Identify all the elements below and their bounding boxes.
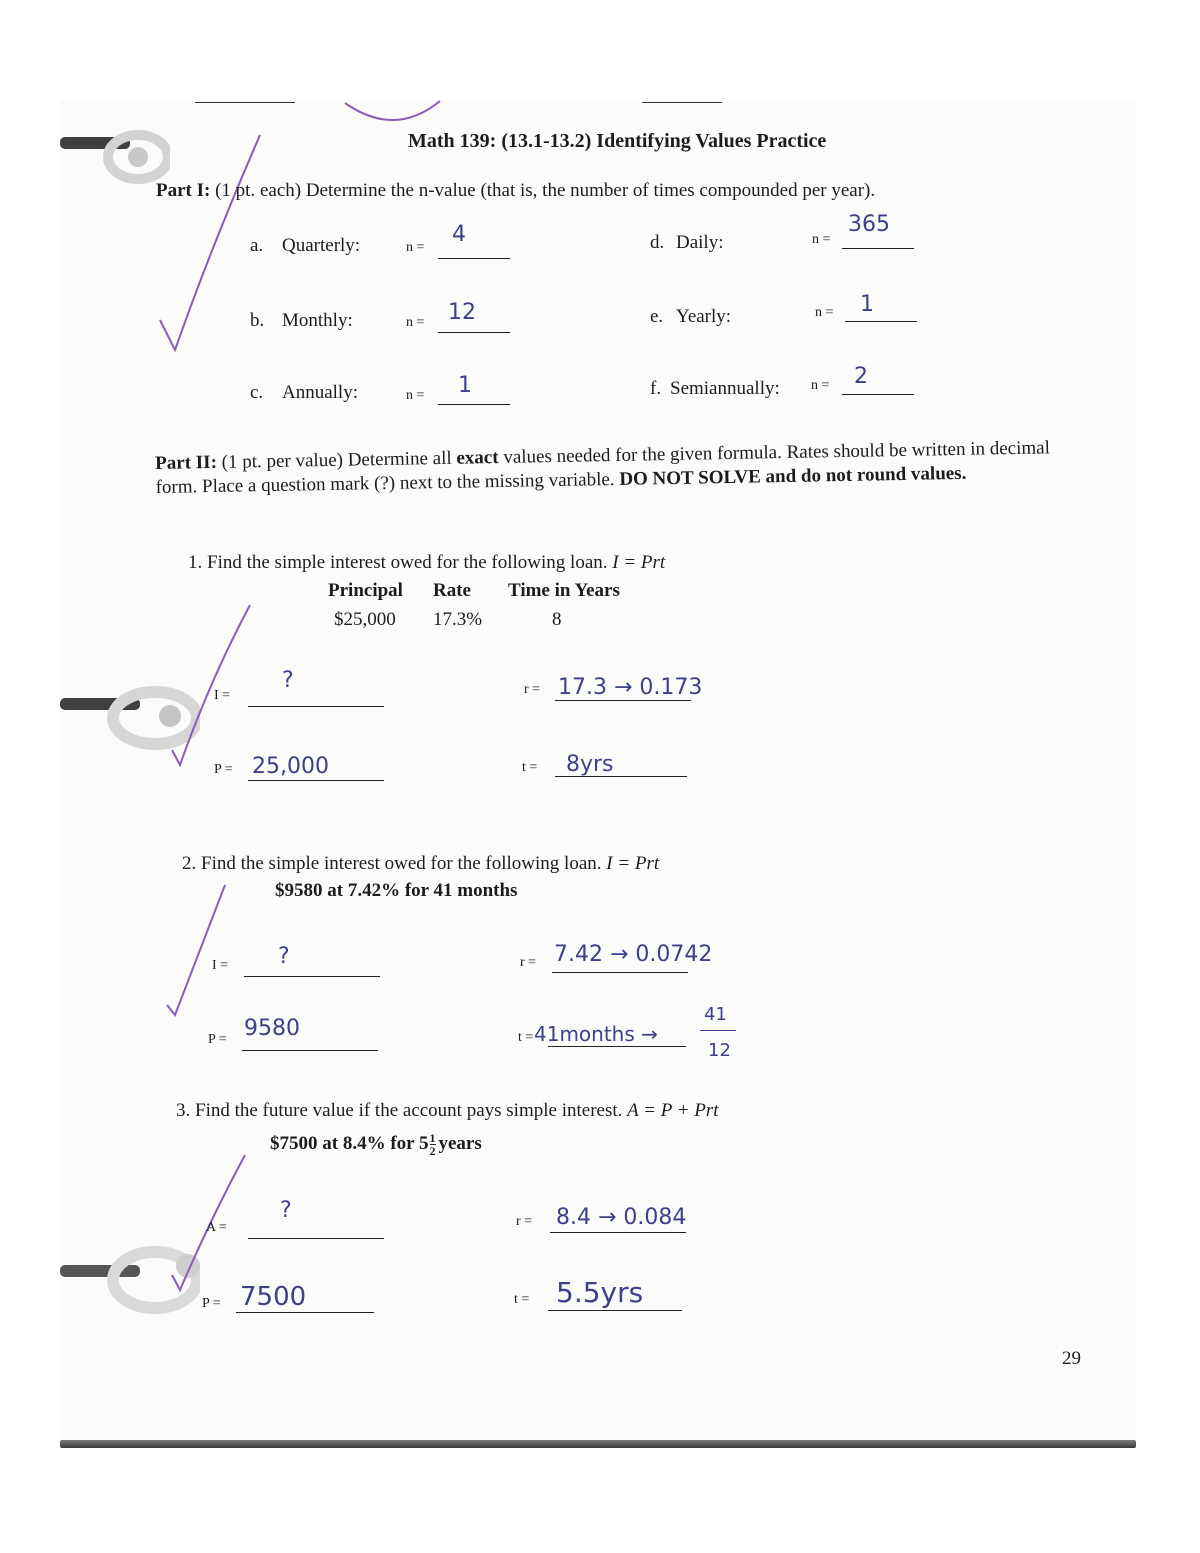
grading-checkmark-icon bbox=[165, 880, 245, 1020]
problem-number: 3. bbox=[176, 1100, 191, 1121]
table-cell: 17.3% bbox=[433, 609, 483, 630]
part2-text: decimal form. Place a question mark (?) next to the missing variable. bbox=[155, 437, 1051, 498]
handwritten-answer: ? bbox=[282, 668, 294, 693]
item-letter: a. bbox=[250, 235, 264, 256]
item-letter: c. bbox=[250, 382, 264, 403]
problem-text: Find the simple interest owed for the following loan. bbox=[201, 853, 602, 874]
part2-warning: values. bbox=[910, 462, 967, 485]
problem-number: 1. bbox=[188, 552, 203, 573]
table-cell: 8 bbox=[552, 609, 562, 630]
answer-line bbox=[244, 976, 380, 977]
item-label: Daily: bbox=[676, 232, 724, 253]
n-label: n = bbox=[812, 232, 831, 247]
given-text: years bbox=[438, 1132, 482, 1154]
problem-text: Find the future value if the account pays simple interest. bbox=[195, 1100, 623, 1121]
item-label: Monthly: bbox=[282, 310, 353, 331]
worksheet-title: Math 139: (13.1-13.2) Identifying Values Practice bbox=[408, 130, 827, 152]
table-cell: $25,000 bbox=[334, 609, 396, 630]
top-purple-arc bbox=[340, 98, 450, 128]
handwritten-answer: 8.4 → 0.084 bbox=[556, 1205, 687, 1230]
handwritten-answer: ? bbox=[278, 944, 290, 969]
n-label: n = bbox=[815, 305, 834, 320]
answer-line bbox=[248, 706, 384, 707]
table-header: Time in Years bbox=[508, 580, 620, 601]
answer-line bbox=[248, 1238, 384, 1239]
problem-text: Find the simple interest owed for the following loan. bbox=[207, 552, 608, 573]
handwritten-answer: 7.42 → 0.0742 bbox=[554, 942, 713, 967]
n-label: n = bbox=[406, 315, 425, 330]
var-label: t = bbox=[518, 1030, 534, 1045]
handwritten-answer: 365 bbox=[848, 212, 890, 237]
answer-line bbox=[438, 404, 510, 405]
handwritten-answer: 5.5yrs bbox=[556, 1276, 644, 1309]
var-label: I = bbox=[214, 688, 231, 703]
var-label: P = bbox=[214, 762, 233, 777]
problem-3-statement bbox=[176, 1100, 719, 1122]
var-label: P = bbox=[202, 1296, 221, 1311]
table-header: Rate bbox=[433, 580, 471, 601]
fraction-bar bbox=[700, 1030, 736, 1031]
part2-text: values needed for the given formula. Rates should be written in bbox=[503, 438, 986, 468]
problem-1-statement bbox=[188, 552, 665, 574]
part2-warning: DO NOT SOLVE and do not round bbox=[619, 463, 907, 490]
handwritten-answer: ? bbox=[280, 1198, 292, 1223]
given-text: $7500 at 8.4% for 5 bbox=[270, 1132, 429, 1154]
var-label: r = bbox=[516, 1214, 533, 1229]
answer-line bbox=[550, 1232, 686, 1233]
answer-line bbox=[248, 780, 384, 781]
var-label: r = bbox=[524, 682, 541, 697]
item-label: Annually: bbox=[282, 382, 358, 403]
handwritten-answer: 25,000 bbox=[252, 754, 329, 779]
item-label: Yearly: bbox=[676, 306, 732, 327]
answer-line bbox=[242, 1050, 378, 1051]
var-label: I = bbox=[212, 958, 229, 973]
handwritten-answer: 12 bbox=[448, 300, 476, 325]
handwritten-fraction-numerator: 41 bbox=[704, 1004, 727, 1025]
problem-given bbox=[270, 1132, 482, 1157]
item-letter: b. bbox=[250, 310, 265, 331]
handwritten-answer: 41months → bbox=[534, 1022, 658, 1046]
answer-line bbox=[842, 394, 914, 395]
top-rule-left bbox=[195, 102, 295, 103]
top-rule-right bbox=[642, 102, 722, 103]
answer-line bbox=[842, 248, 914, 249]
answer-line bbox=[548, 1046, 686, 1047]
handwritten-answer: 1 bbox=[458, 373, 472, 398]
page-edge-shadow bbox=[60, 1440, 1136, 1448]
part2-text: (1 pt. per value) Determine all bbox=[221, 447, 452, 473]
var-label: r = bbox=[520, 955, 537, 970]
var-label: t = bbox=[522, 760, 538, 775]
grading-checkmark-icon bbox=[170, 600, 260, 770]
part1-instruction bbox=[156, 180, 875, 202]
answer-line bbox=[438, 332, 510, 333]
problem-formula: A = P + Prt bbox=[627, 1100, 719, 1121]
handwritten-answer: 4 bbox=[452, 222, 466, 247]
part1-text: (1 pt. each) Determine the n-value (that is, the number of times compounded per year). bbox=[215, 180, 876, 201]
part2-exact: exact bbox=[456, 447, 499, 469]
handwritten-answer: 8yrs bbox=[566, 752, 614, 777]
handwritten-answer: 7500 bbox=[240, 1282, 307, 1312]
page-number: 29 bbox=[1062, 1348, 1081, 1369]
answer-line bbox=[236, 1312, 374, 1313]
handwritten-fraction-denominator: 12 bbox=[708, 1040, 731, 1061]
n-label: n = bbox=[811, 378, 830, 393]
given-fraction bbox=[430, 1132, 436, 1157]
item-letter: e. bbox=[650, 306, 664, 327]
var-label: P = bbox=[208, 1032, 227, 1047]
answer-line bbox=[552, 972, 688, 973]
fraction-denominator: 2 bbox=[429, 1144, 436, 1158]
problem-2-statement bbox=[182, 853, 659, 875]
n-label: n = bbox=[406, 240, 425, 255]
problem-formula: I = Prt bbox=[612, 552, 666, 573]
problem-given: $9580 at 7.42% for 41 months bbox=[275, 880, 518, 901]
var-label: A = bbox=[206, 1220, 227, 1235]
item-letter: d. bbox=[650, 232, 665, 253]
handwritten-answer: 2 bbox=[854, 364, 868, 389]
problem-formula: I = Prt bbox=[606, 853, 660, 874]
n-label: n = bbox=[406, 388, 425, 403]
handwritten-answer: 17.3 → 0.173 bbox=[558, 675, 703, 700]
answer-line bbox=[555, 700, 691, 701]
answer-line bbox=[438, 258, 510, 259]
fraction-numerator: 1 bbox=[429, 1131, 436, 1145]
problem-number: 2. bbox=[182, 853, 197, 874]
item-label: Semiannually: bbox=[670, 378, 780, 399]
handwritten-answer: 1 bbox=[860, 292, 874, 317]
handwritten-answer: 9580 bbox=[244, 1016, 300, 1041]
var-label: t = bbox=[514, 1292, 530, 1307]
part2-label: Part II: bbox=[155, 451, 218, 474]
table-header: Principal bbox=[328, 580, 403, 601]
item-label: Quarterly: bbox=[282, 235, 361, 256]
item-letter: f. bbox=[650, 378, 662, 399]
part1-label: Part I: bbox=[156, 180, 211, 201]
answer-line bbox=[548, 1310, 682, 1311]
answer-line bbox=[845, 321, 917, 322]
